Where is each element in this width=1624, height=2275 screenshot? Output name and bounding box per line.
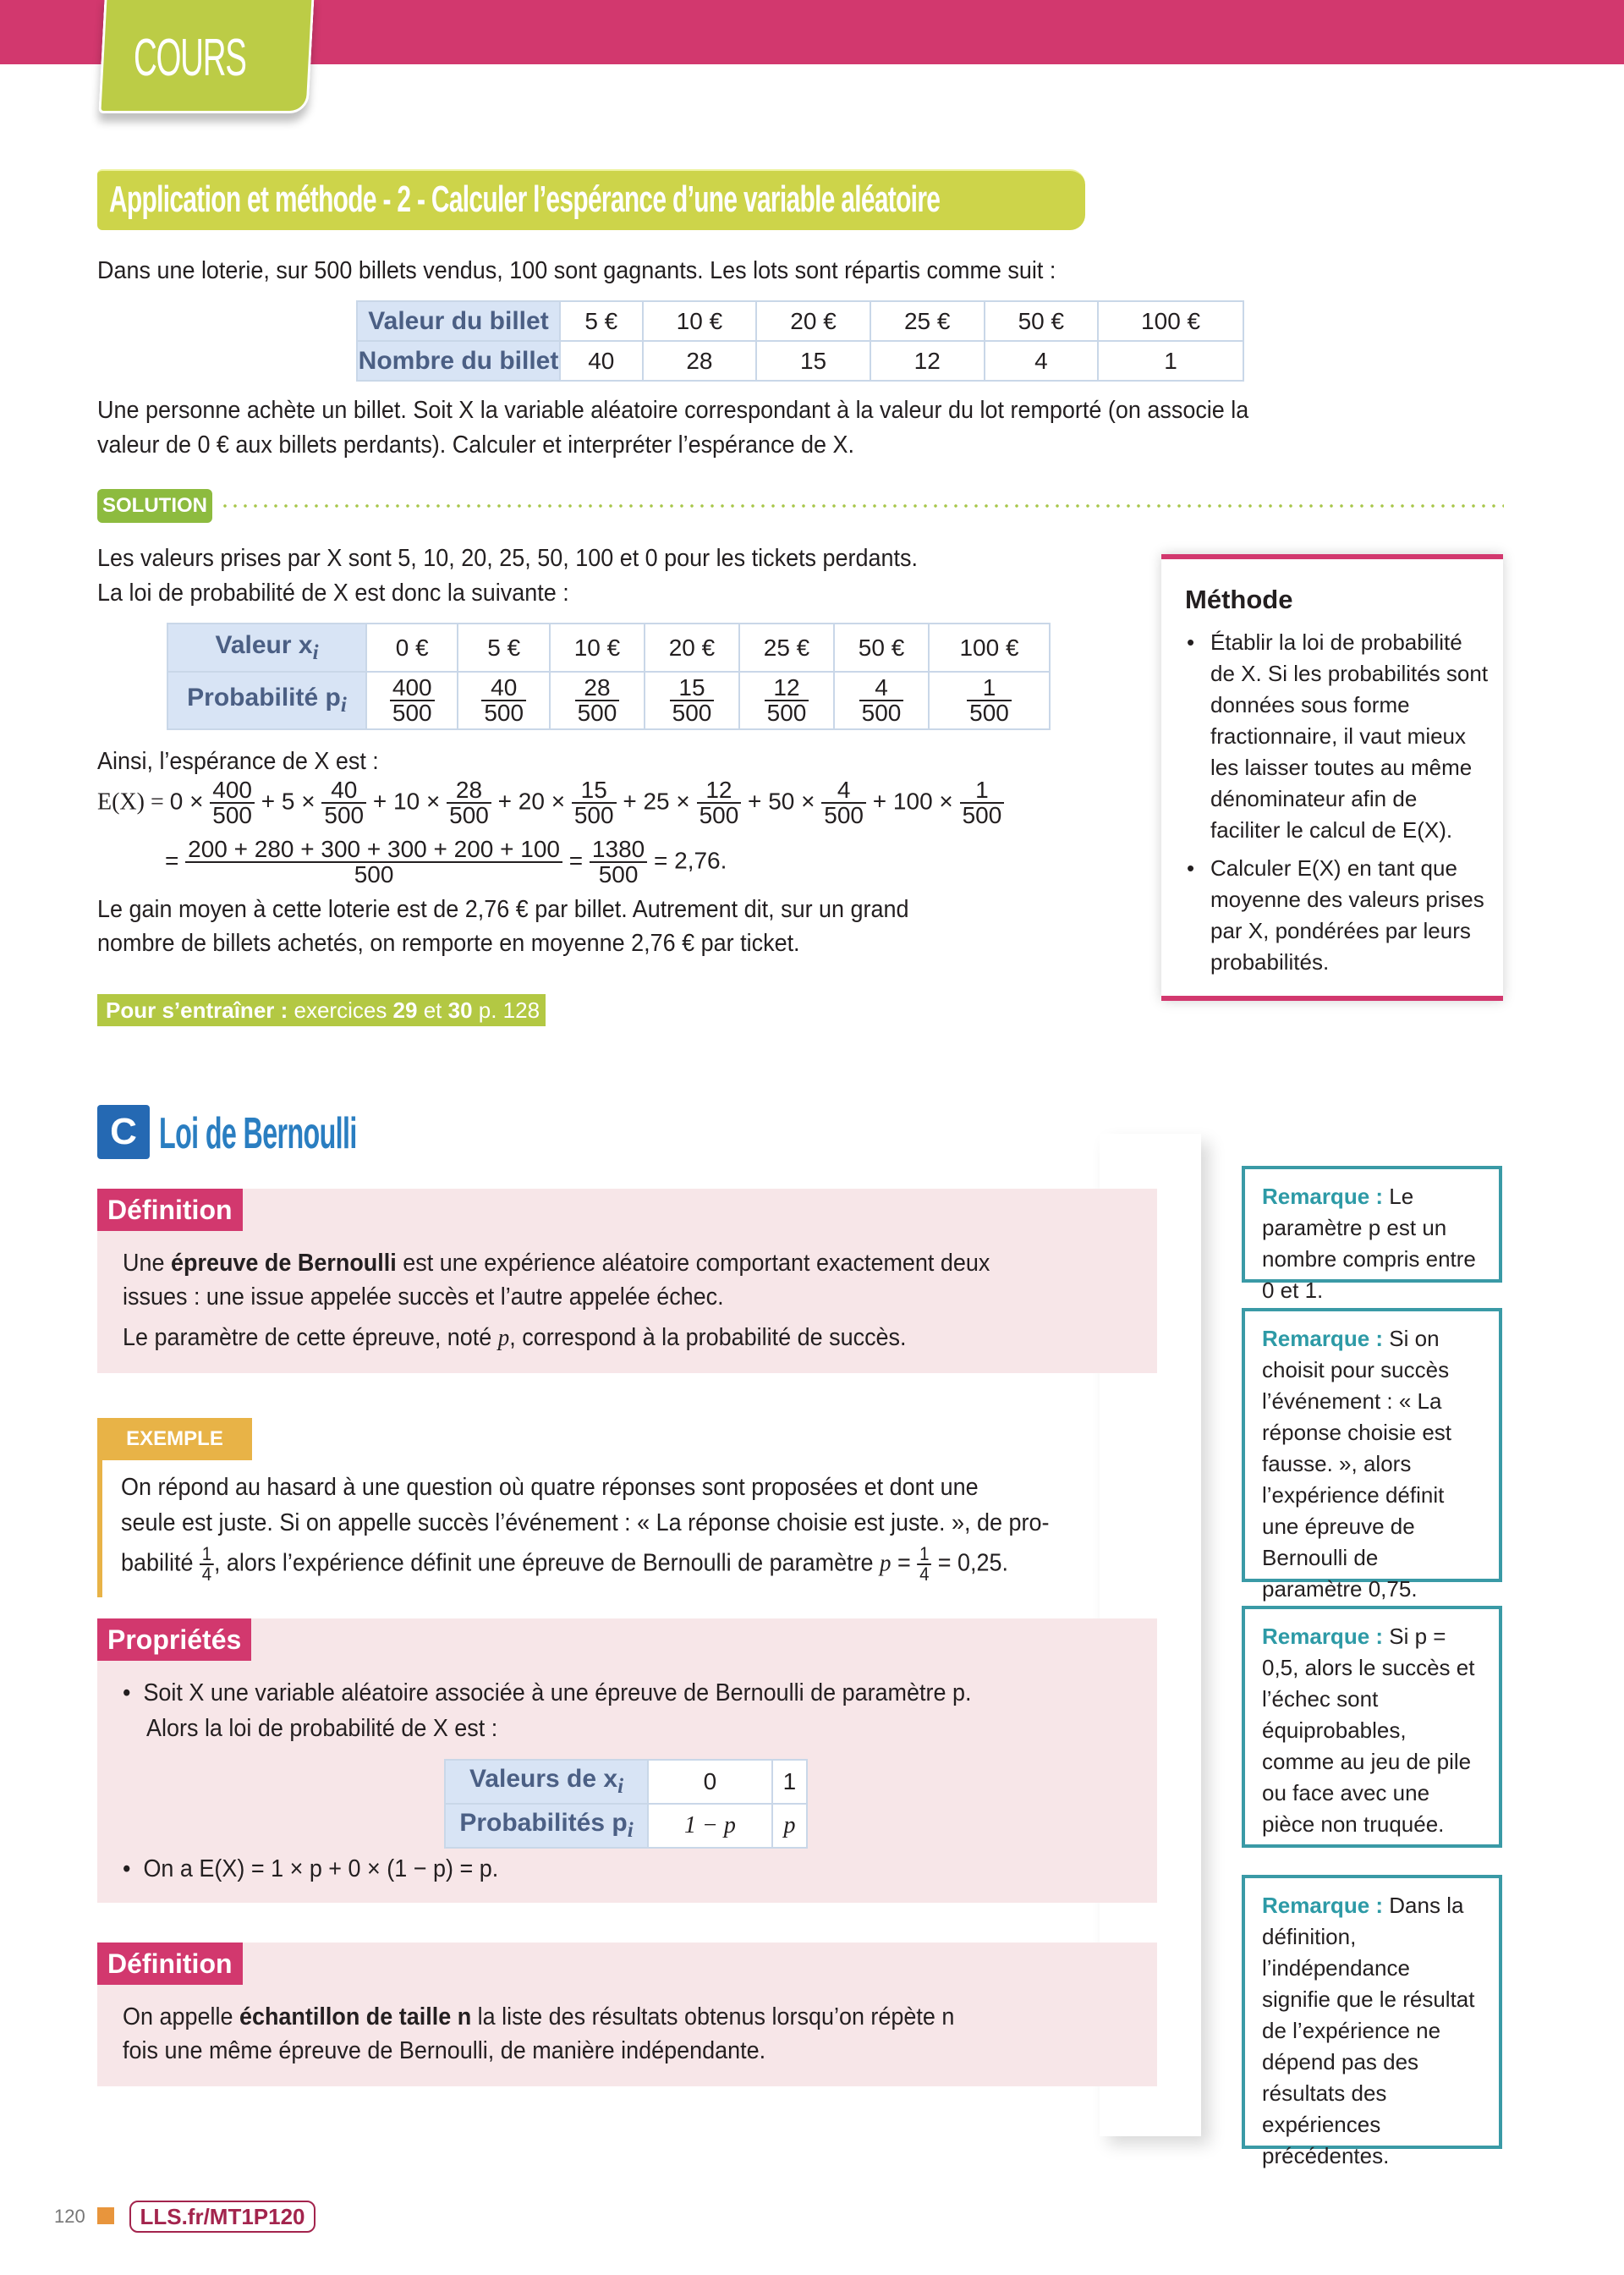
exemple-side-bar: [97, 1460, 102, 1597]
ticket-count: 40: [560, 341, 643, 381]
bernoulli-value: 0: [648, 1760, 772, 1804]
row-header-value: Valeur du billet: [357, 301, 560, 341]
row-header-count: Nombre du billet: [357, 341, 560, 381]
law-probability: $\frac{15}{500}$: [645, 672, 739, 729]
remark-box: Remarque : Dans la définition, l’indépendance signifie que le résultat de l’expérience ne dépend pas des résultats des expériences précédentes.: [1242, 1875, 1502, 2149]
remark-box: Remarque : Si on choisit pour succès l’événement : « La réponse choisie est fausse. », alors l’expérience définit une épreuve de Bernoulli de paramètre 0,75.: [1242, 1308, 1502, 1582]
definition-line-1: Une épreuve de Bernoulli est une expérience aléatoire comportant exactement deux: [123, 1250, 990, 1277]
definition-line-2: fois une même épreuve de Bernoulli, de manière indépendante.: [123, 2037, 766, 2064]
law-value: 0 €: [366, 624, 458, 672]
solution-line-1: Les valeurs prises par X sont 5, 10, 20, 25, 50, 100 et 0 pour les tickets perdants.: [97, 545, 918, 572]
row-header-probability: Probabilité $p_i$: [167, 672, 366, 729]
ticket-value: 100 €: [1098, 301, 1243, 341]
property-bullet-1: • Soit X une variable aléatoire associée à une épreuve de Bernoulli de paramètre p.: [123, 1679, 972, 1706]
question-line-2: valeur de 0 € aux billets perdants). Calculer et interpréter l’espérance de X.: [97, 431, 854, 459]
ticket-value: 20 €: [756, 301, 870, 341]
conclusion-line-2: nombre de billets achetés, on remporte en moyenne 2,76 € par ticket.: [97, 930, 800, 957]
ticket-count: 4: [985, 341, 1099, 381]
definition-tag: Définition: [97, 1189, 243, 1231]
law-value: 100 €: [929, 624, 1050, 672]
question-line-1: Une personne achète un billet. Soit X la variable aléatoire correspondant à la valeur du lot remporté (on associe la: [97, 397, 1249, 424]
law-value: 50 €: [834, 624, 929, 672]
property-bullet-2: • On a E(X) = 1 × p + 0 × (1 − p) = p.: [123, 1855, 499, 1882]
methode-item: • Établir la loi de probabilité de X. Si les probabilités sont données sous forme fractionnaire, il vaut mieux les laisser toutes au même dénominateur afin de faciliter le calcul de E(X).: [1185, 627, 1490, 846]
exemple-line-3: babilité $\frac{1}{4}$ , alors l’expérience définit une épreuve de Bernoulli de paramètre p = $\frac{1}{4}$ = 0,25.: [121, 1543, 1008, 1585]
solution-badge: SOLUTION: [97, 489, 212, 523]
ticket-count: 15: [756, 341, 870, 381]
exemple-line-1: On répond au hasard à une question où quatre réponses sont proposées et dont une: [121, 1474, 979, 1501]
law-probability: $\frac{28}{500}$: [550, 672, 645, 729]
ticket-count: 1: [1098, 341, 1243, 381]
ticket-value: 10 €: [643, 301, 757, 341]
remark-box: Remarque : Le paramètre p est un nombre compris entre 0 et 1.: [1242, 1166, 1502, 1283]
exemple-line-2: seule est juste. Si on appelle succès l’événement : « La réponse choisie est juste. », de pro-: [121, 1509, 1050, 1536]
dotted-separator: [220, 504, 1504, 508]
page-number: 120: [54, 2206, 85, 2227]
ticket-count: 28: [643, 341, 757, 381]
methode-list: [1185, 627, 1490, 985]
exercise-link[interactable]: 30: [447, 997, 473, 1023]
definition-line-3: Le paramètre de cette épreuve, noté p, correspond à la probabilité de succès.: [123, 1324, 907, 1351]
definition-line-2: issues : une issue appelée succès et l’autre appelée échec.: [123, 1283, 724, 1311]
application-intro: Dans une loterie, sur 500 billets vendus, 100 sont gagnants. Les lots sont répartis comme suit :: [97, 257, 1056, 284]
application-title: Application et méthode - 2 - Calculer l’espérance d’une variable aléatoire: [109, 179, 941, 220]
section-title: Loi de Bernoulli: [159, 1109, 357, 1158]
definition-tag: Définition: [97, 1943, 243, 1985]
exercise-link[interactable]: 29: [392, 997, 418, 1023]
ticket-table: [356, 300, 1244, 382]
footer-link[interactable]: LLS.fr/MT1P120: [129, 2201, 315, 2233]
methode-title: Méthode: [1185, 585, 1293, 614]
methode-box: [1161, 554, 1503, 1001]
law-value: 10 €: [550, 624, 645, 672]
exemple-tag: EXEMPLE: [97, 1418, 252, 1460]
properties-box: [97, 1618, 1157, 1903]
bernoulli-probability: p: [772, 1804, 807, 1848]
law-probability: $\frac{1}{500}$: [929, 672, 1050, 729]
probability-law-table: [167, 623, 1051, 730]
section-letter-badge: C: [97, 1105, 150, 1159]
properties-tag: Propriétés: [97, 1618, 251, 1661]
law-probability: $\frac{400}{500}$: [366, 672, 458, 729]
footer-square-icon: [97, 2207, 114, 2224]
bernoulli-probability: 1 − p: [648, 1804, 772, 1848]
row-header-probability: Probabilités $p_i$: [445, 1804, 648, 1848]
ticket-value: 5 €: [560, 301, 643, 341]
law-probability: $\frac{4}{500}$: [834, 672, 929, 729]
ainsi-text: Ainsi, l’espérance de X est :: [97, 748, 379, 775]
row-header-value: Valeur $x_i$: [167, 624, 366, 672]
bernoulli-law-table: [444, 1759, 808, 1849]
definition-line-1: On appelle échantillon de taille n la liste des résultats obtenus lorsqu’on répète n: [123, 2003, 955, 2030]
conclusion-line-1: Le gain moyen à cette loterie est de 2,76 € par billet. Autrement dit, sur un grand: [97, 896, 909, 923]
training-banner[interactable]: Pour s’entraîner : exercices 29 et 30 p. 128: [97, 994, 546, 1026]
law-probability: $\frac{40}{500}$: [458, 672, 549, 729]
expectation-formula: E(X) = 0 × $\frac{400}{500}$ + 5 × $\frac{40}{500}$ + 10 × $\frac{28}{500}$ + 20 × $\frac{15}{500}$ + 25 × $\frac{12}{500}$ + 50 × $\frac{4}{500}$ + 100 × $\frac{1}{500}$: [97, 778, 1004, 827]
law-value: 5 €: [458, 624, 549, 672]
ticket-value: 50 €: [985, 301, 1099, 341]
solution-line-2: La loi de probabilité de X est donc la suivante :: [97, 580, 569, 607]
law-value: 25 €: [739, 624, 834, 672]
property-bullet-1-cont: Alors la loi de probabilité de X est :: [146, 1715, 498, 1742]
law-value: 20 €: [645, 624, 739, 672]
row-header-value: Valeurs de $x_i$: [445, 1760, 648, 1804]
definition-box-bernoulli: [97, 1189, 1157, 1373]
ticket-count: 12: [870, 341, 985, 381]
application-title-banner: [97, 169, 1085, 230]
ticket-value: 25 €: [870, 301, 985, 341]
cours-label: COURS: [134, 29, 246, 87]
methode-item: • Calculer E(X) en tant que moyenne des valeurs prises par X, pondérées par leurs probabilités.: [1185, 853, 1490, 978]
remark-box: Remarque : Si p = 0,5, alors le succès et l’échec sont équiprobables, comme au jeu de pile ou face avec une pièce non truquée.: [1242, 1606, 1502, 1848]
law-probability: $\frac{12}{500}$: [739, 672, 834, 729]
expectation-sum: = $\frac{200 + 280 + 300 + 300 + 200 + 100}{500}$ = $\frac{1380}{500}$ = 2,76.: [165, 836, 727, 887]
definition-box-sample: [97, 1943, 1157, 2086]
bernoulli-value: 1: [772, 1760, 807, 1804]
